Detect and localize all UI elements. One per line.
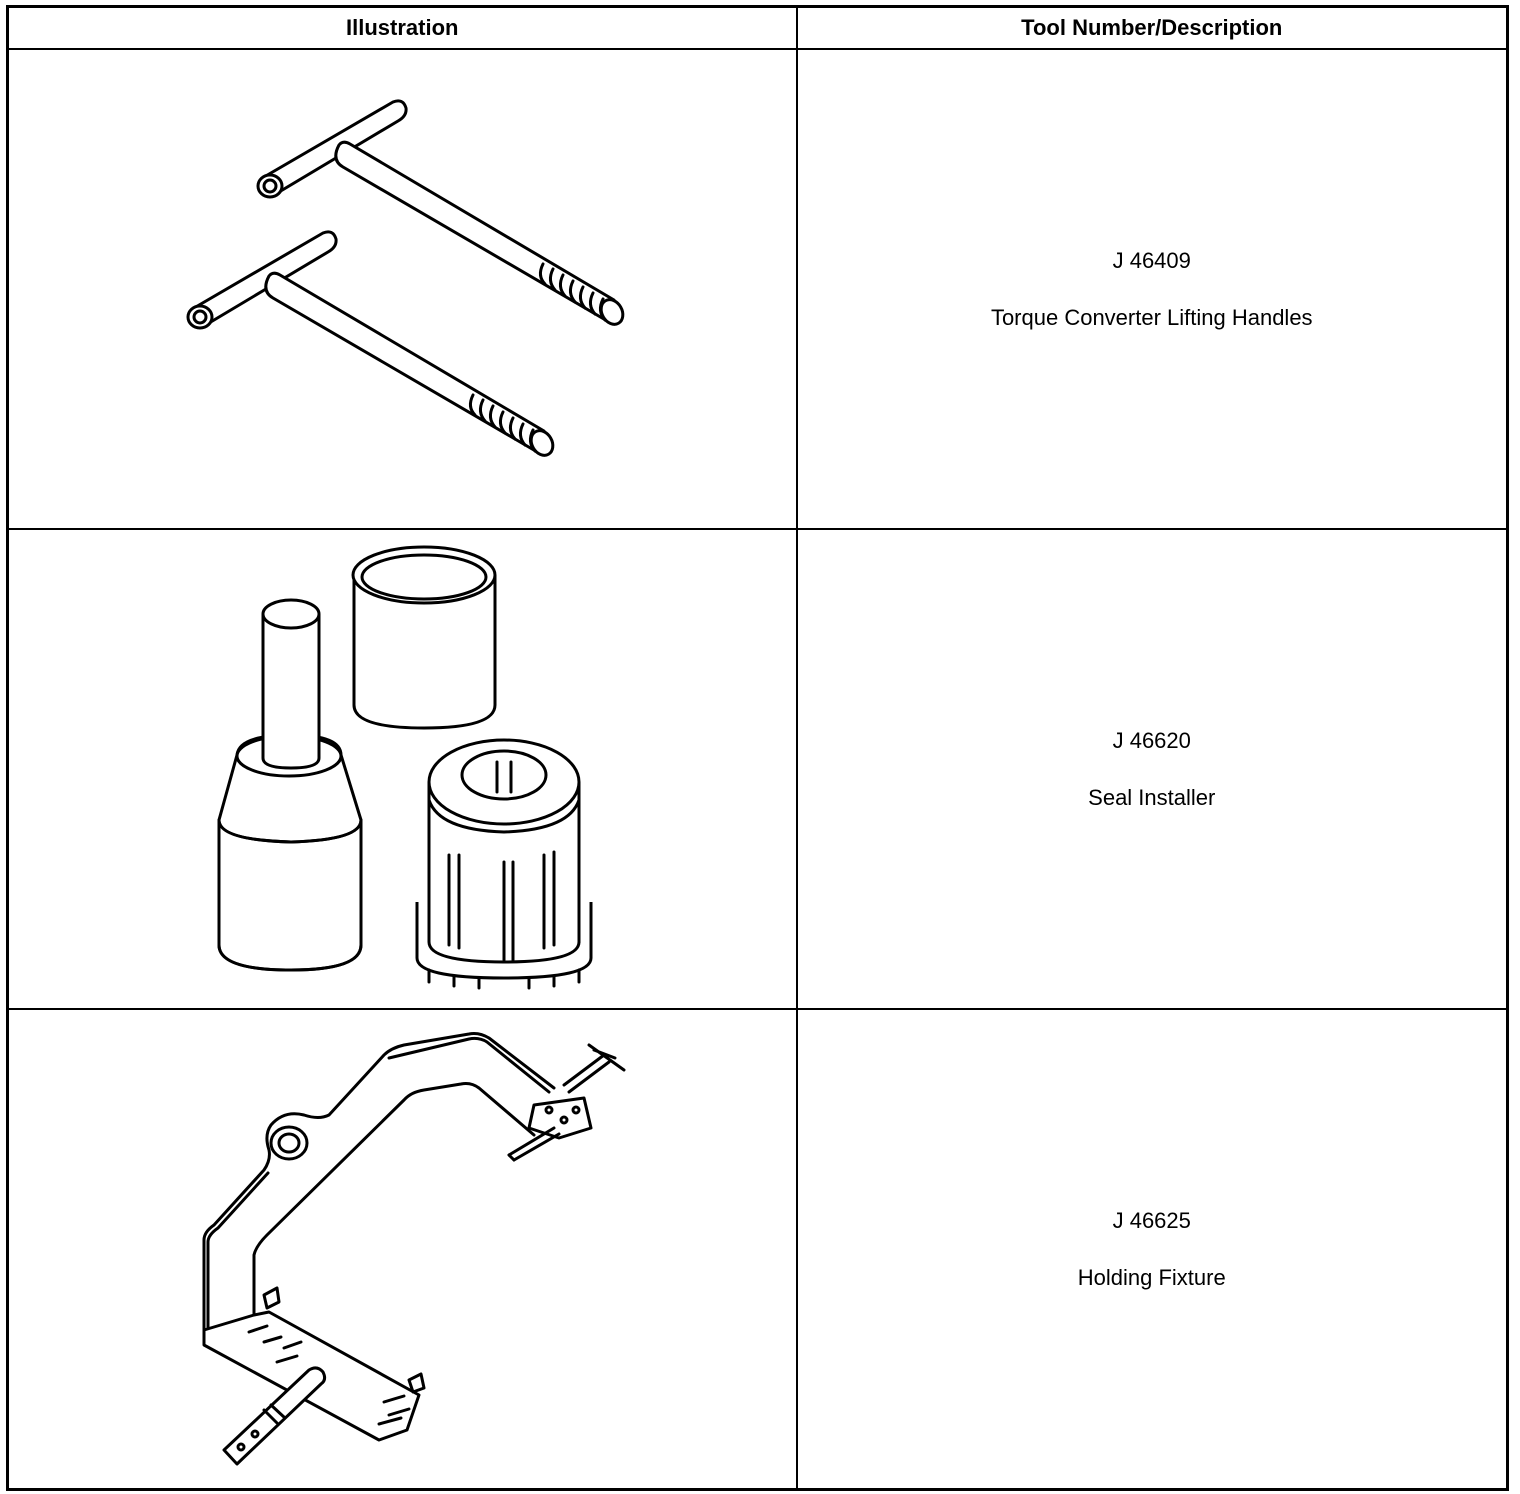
lifting-handle-lower	[188, 232, 557, 459]
holding-fixture-bracket-icon	[9, 1010, 798, 1488]
illustration-cell	[8, 529, 797, 1009]
description-cell	[797, 49, 1508, 529]
tool-number: J 46625	[1112, 1207, 1191, 1233]
slotted-adapter	[417, 740, 591, 988]
tool-number: J 46409	[1112, 247, 1191, 273]
t-handle-lifting-handles-icon	[9, 50, 798, 528]
table-header-row	[8, 7, 1508, 50]
illustration-cell	[8, 49, 797, 529]
tool-table	[6, 5, 1509, 1491]
seal-driver	[219, 600, 361, 970]
table-row	[8, 529, 1508, 1009]
table-row	[8, 49, 1508, 529]
seal-installer-set-icon	[9, 530, 798, 1008]
table-row	[8, 1009, 1508, 1490]
tool-description: Torque Converter Lifting Handles	[990, 304, 1313, 330]
tool-description: Holding Fixture	[1077, 1264, 1226, 1290]
description-cell	[797, 1009, 1508, 1490]
tool-number: J 46620	[1112, 727, 1191, 753]
tool-description: Seal Installer	[1088, 784, 1216, 810]
header-tool-description: Tool Number/Description	[797, 7, 1508, 50]
header-illustration: Illustration	[8, 7, 797, 50]
illustration-cell	[8, 1009, 797, 1490]
description-cell	[797, 529, 1508, 1009]
holding-fixture	[204, 1034, 624, 1465]
seal-sleeve	[353, 547, 495, 728]
